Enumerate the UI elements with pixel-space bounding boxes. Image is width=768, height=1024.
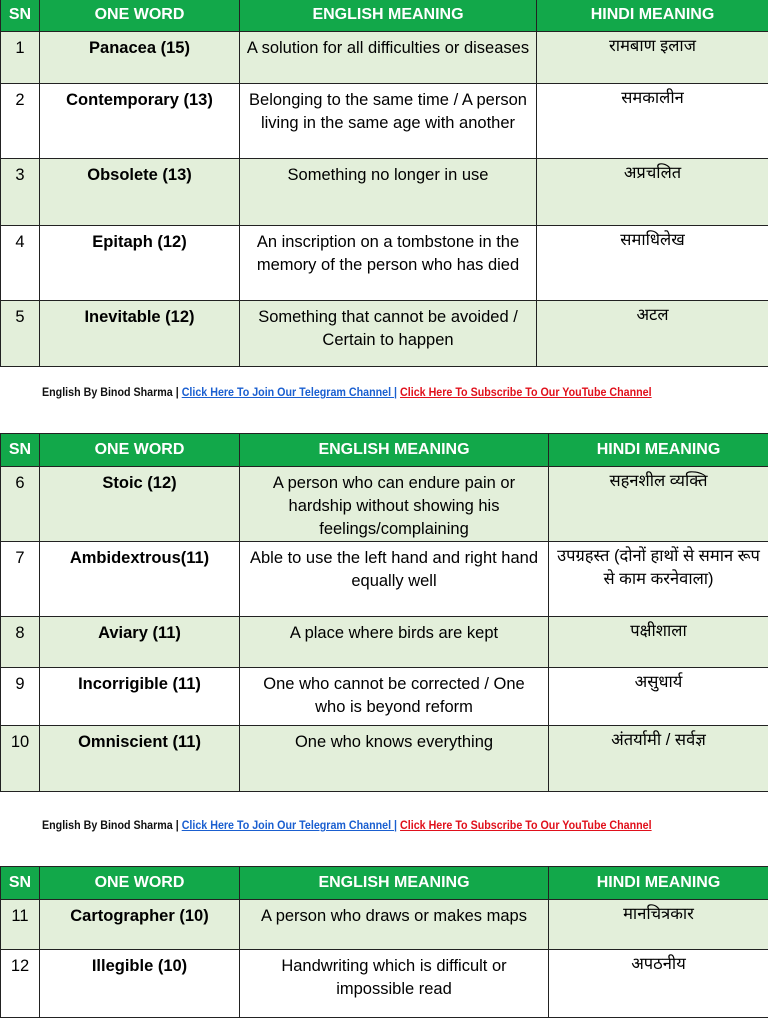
separator: | — [175, 387, 179, 399]
row-english: Something no longer in use — [240, 159, 537, 226]
row-word: Panacea (15) — [40, 32, 240, 84]
row-word: Aviary (11) — [40, 617, 240, 668]
row-word: Inevitable (12) — [40, 301, 240, 367]
row-sn: 10 — [1, 726, 40, 792]
row-english: A solution for all difficulties or diseases — [240, 32, 537, 84]
row-hindi: समकालीन — [537, 84, 768, 159]
table-row — [1, 467, 768, 542]
row-sn: 1 — [1, 32, 40, 84]
header-english-meaning: ENGLISH MEANING — [240, 434, 549, 467]
promo-line — [42, 820, 652, 832]
header-english-meaning: ENGLISH MEANING — [240, 0, 537, 32]
header-sn: SN — [1, 867, 40, 900]
row-hindi: समाधिलेख — [537, 226, 768, 301]
row-hindi: अप्रचलित — [537, 159, 768, 226]
row-sn: 9 — [1, 668, 40, 726]
row-hindi: असुधार्य — [549, 668, 768, 726]
header-one-word: ONE WORD — [40, 867, 240, 900]
row-sn: 12 — [1, 950, 40, 1018]
row-hindi: अटल — [537, 301, 768, 367]
table-header-row — [1, 0, 768, 32]
row-sn: 8 — [1, 617, 40, 668]
row-sn: 7 — [1, 542, 40, 617]
table-row — [1, 84, 768, 159]
table-row — [1, 668, 768, 726]
telegram-link[interactable]: Click Here To Join Our Telegram Channel | — [181, 387, 398, 399]
header-english-meaning: ENGLISH MEANING — [240, 867, 549, 900]
row-hindi: सहनशील व्यक्ति — [549, 467, 768, 542]
row-hindi: पक्षीशाला — [549, 617, 768, 668]
row-word: Stoic (12) — [40, 467, 240, 542]
row-word: Illegible (10) — [40, 950, 240, 1018]
telegram-link[interactable]: Click Here To Join Our Telegram Channel | — [181, 820, 398, 832]
youtube-link[interactable]: Click Here To Subscribe To Our YouTube Channel — [400, 387, 652, 399]
row-word: Cartographer (10) — [40, 900, 240, 950]
header-one-word: ONE WORD — [40, 0, 240, 32]
row-english: Something that cannot be avoided / Certain to happen — [240, 301, 537, 367]
row-word: Ambidextrous(11) — [40, 542, 240, 617]
row-word: Omniscient (11) — [40, 726, 240, 792]
header-hindi-meaning: HINDI MEANING — [549, 867, 768, 900]
row-sn: 11 — [1, 900, 40, 950]
row-english: A person who can endure pain or hardship without showing his feelings/complaining — [240, 467, 549, 542]
youtube-link[interactable]: Click Here To Subscribe To Our YouTube Channel — [400, 820, 652, 832]
row-hindi: उपग्रहस्त (दोनों हाथों से समान रूप से काम करनेवाला) — [549, 542, 768, 617]
row-hindi: रामबाण इलाज — [537, 32, 768, 84]
table-row — [1, 726, 768, 792]
header-one-word: ONE WORD — [40, 434, 240, 467]
row-english: One who knows everything — [240, 726, 549, 792]
header-hindi-meaning: HINDI MEANING — [549, 434, 768, 467]
vocab-table-3 — [0, 866, 768, 1018]
row-word: Contemporary (13) — [40, 84, 240, 159]
row-english: An inscription on a tombstone in the memory of the person who has died — [240, 226, 537, 301]
row-sn: 3 — [1, 159, 40, 226]
author-credit: English By Binod Sharma — [42, 820, 173, 832]
row-hindi: अंतर्यामी / सर्वज्ञ — [549, 726, 768, 792]
row-word: Incorrigible (11) — [40, 668, 240, 726]
row-sn: 4 — [1, 226, 40, 301]
table-row — [1, 617, 768, 668]
header-sn: SN — [1, 434, 40, 467]
vocab-table-2 — [0, 433, 768, 792]
author-credit: English By Binod Sharma — [42, 387, 173, 399]
row-english: A place where birds are kept — [240, 617, 549, 668]
table-row — [1, 950, 768, 1018]
header-sn: SN — [1, 0, 40, 32]
table-row — [1, 900, 768, 950]
table-header-row — [1, 867, 768, 900]
row-english: Able to use the left hand and right hand equally well — [240, 542, 549, 617]
row-sn: 2 — [1, 84, 40, 159]
row-hindi: मानचित्रकार — [549, 900, 768, 950]
table-header-row — [1, 434, 768, 467]
table-row — [1, 301, 768, 367]
row-word: Obsolete (13) — [40, 159, 240, 226]
table-row — [1, 542, 768, 617]
row-english: A person who draws or makes maps — [240, 900, 549, 950]
row-sn: 5 — [1, 301, 40, 367]
row-english: One who cannot be corrected / One who is beyond reform — [240, 668, 549, 726]
row-sn: 6 — [1, 467, 40, 542]
row-english: Belonging to the same time / A person living in the same age with another — [240, 84, 537, 159]
vocab-table-1 — [0, 0, 768, 367]
header-hindi-meaning: HINDI MEANING — [537, 0, 768, 32]
table-row — [1, 226, 768, 301]
row-english: Handwriting which is difficult or impossible read — [240, 950, 549, 1018]
row-hindi: अपठनीय — [549, 950, 768, 1018]
promo-line — [42, 387, 652, 399]
table-row — [1, 159, 768, 226]
separator: | — [175, 820, 179, 832]
row-word: Epitaph (12) — [40, 226, 240, 301]
table-row — [1, 32, 768, 84]
